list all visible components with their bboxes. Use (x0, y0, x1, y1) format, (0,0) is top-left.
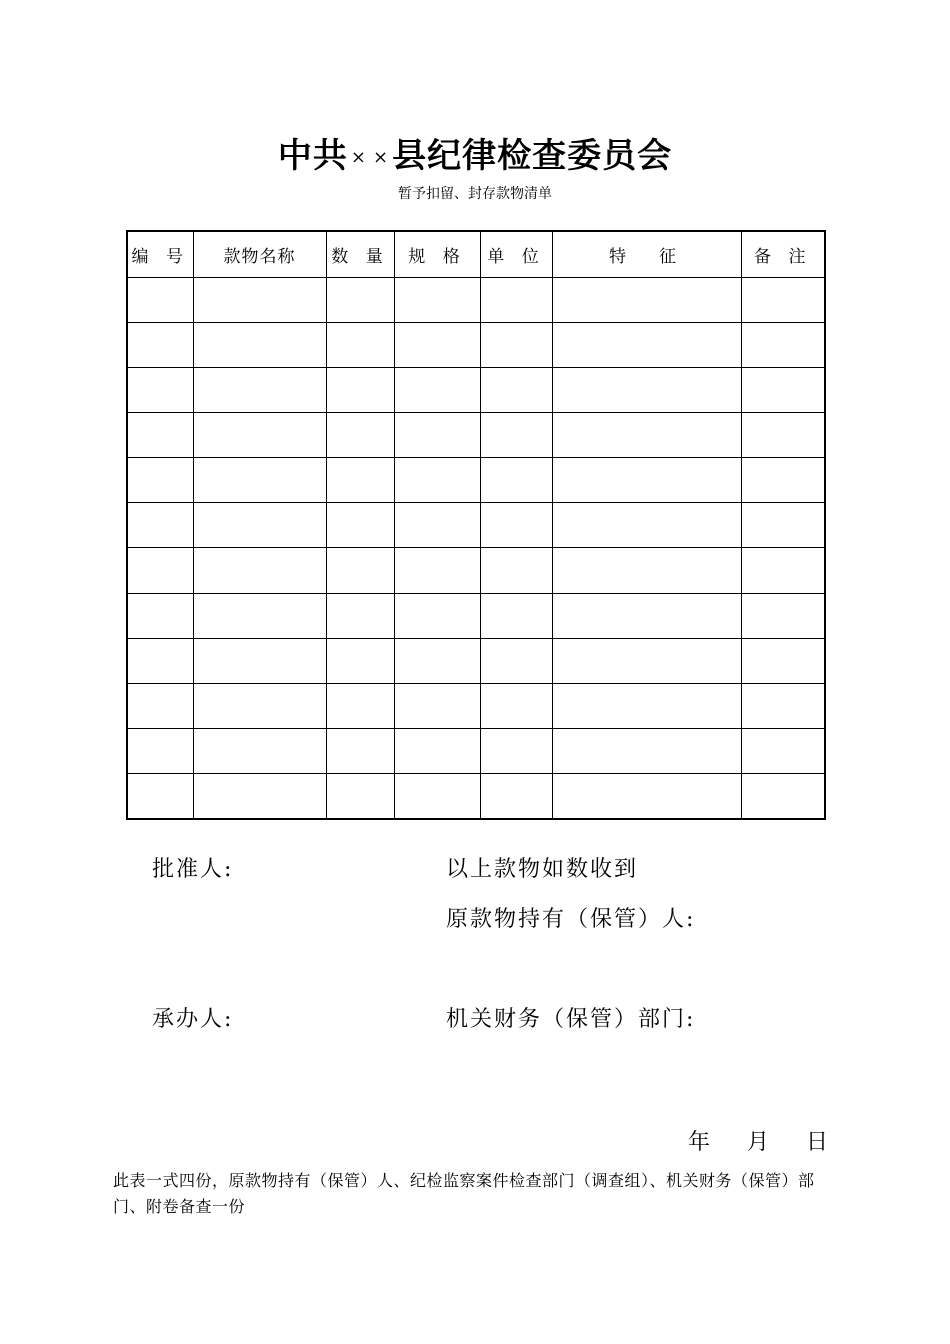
table-cell-number (127, 503, 193, 548)
table-row (127, 277, 825, 322)
table-cell-item-name (193, 367, 326, 412)
original-holder-label: 原款物持有（保管）人: (446, 907, 696, 932)
column-header-number: 编 号 (127, 231, 193, 277)
table-cell-features (552, 548, 741, 593)
table-row (127, 683, 825, 728)
table-cell-quantity (326, 322, 394, 367)
handler-label: 承办人: (152, 1007, 234, 1032)
table-cell-specification (394, 458, 480, 503)
table-cell-quantity (326, 593, 394, 638)
table-cell-item-name (193, 503, 326, 548)
title-part2: 县纪律检查委员会 (392, 136, 673, 176)
table-cell-quantity (326, 277, 394, 322)
table-cell-specification (394, 729, 480, 774)
table-cell-unit (480, 593, 552, 638)
table-header-row (127, 231, 825, 277)
table-cell-specification (394, 774, 480, 819)
table-cell-unit (480, 774, 552, 819)
table-cell-quantity (326, 412, 394, 457)
table-cell-unit (480, 729, 552, 774)
table-cell-remarks (741, 503, 825, 548)
date-year: 年 (688, 1130, 711, 1155)
table-cell-quantity (326, 458, 394, 503)
table-cell-specification (394, 548, 480, 593)
table-cell-unit (480, 458, 552, 503)
table-cell-specification (394, 638, 480, 683)
table-cell-quantity (326, 729, 394, 774)
table-cell-specification (394, 503, 480, 548)
date-line (688, 1128, 828, 1158)
date-month: 月 (747, 1130, 770, 1155)
table-cell-features (552, 458, 741, 503)
table-cell-number (127, 277, 193, 322)
title-placeholder-mark: × (373, 147, 390, 168)
table-cell-item-name (193, 458, 326, 503)
title-part1: 中共 (277, 136, 348, 176)
table-cell-number (127, 458, 193, 503)
table-cell-unit (480, 638, 552, 683)
table-cell-number (127, 593, 193, 638)
table-cell-specification (394, 322, 480, 367)
table-cell-specification (394, 593, 480, 638)
table-cell-quantity (326, 774, 394, 819)
table-cell-features (552, 729, 741, 774)
table-cell-item-name (193, 774, 326, 819)
table-cell-specification (394, 412, 480, 457)
table-cell-number (127, 729, 193, 774)
table-cell-number (127, 548, 193, 593)
table-cell-remarks (741, 774, 825, 819)
table-cell-item-name (193, 593, 326, 638)
column-header-unit: 单 位 (480, 231, 552, 277)
table-cell-features (552, 412, 741, 457)
column-header-item-name: 款物名称 (193, 231, 326, 277)
table-cell-unit (480, 412, 552, 457)
table-row (127, 458, 825, 503)
table-cell-remarks (741, 367, 825, 412)
table-row (127, 503, 825, 548)
table-cell-number (127, 322, 193, 367)
table-cell-number (127, 367, 193, 412)
table-cell-remarks (741, 638, 825, 683)
table-cell-quantity (326, 503, 394, 548)
column-header-features: 特 征 (552, 231, 741, 277)
table-cell-remarks (741, 322, 825, 367)
table-cell-features (552, 367, 741, 412)
table-cell-specification (394, 367, 480, 412)
table-cell-quantity (326, 367, 394, 412)
table-cell-item-name (193, 412, 326, 457)
table-cell-unit (480, 548, 552, 593)
table-cell-remarks (741, 458, 825, 503)
table-cell-unit (480, 683, 552, 728)
table-cell-remarks (741, 548, 825, 593)
document-subtitle: 暂予扣留、封存款物清单 (398, 186, 552, 202)
table-cell-remarks (741, 683, 825, 728)
column-header-specification: 规 格 (394, 231, 480, 277)
table-row (127, 593, 825, 638)
document-title (0, 132, 950, 182)
table-row (127, 729, 825, 774)
title-placeholder-mark: × (350, 147, 367, 168)
table-cell-remarks (741, 593, 825, 638)
table-cell-unit (480, 277, 552, 322)
finance-dept-label: 机关财务（保管）部门: (446, 1007, 696, 1032)
table-row (127, 638, 825, 683)
table-row (127, 774, 825, 819)
table-cell-features (552, 593, 741, 638)
table-cell-quantity (326, 683, 394, 728)
table-cell-features (552, 503, 741, 548)
table-cell-specification (394, 683, 480, 728)
table-cell-item-name (193, 277, 326, 322)
table-cell-unit (480, 503, 552, 548)
approver-label: 批准人: (152, 857, 234, 882)
table-cell-features (552, 322, 741, 367)
column-header-quantity: 数 量 (326, 231, 394, 277)
table-row (127, 367, 825, 412)
column-header-remarks: 备 注 (741, 231, 825, 277)
inventory-table (126, 230, 826, 820)
date-day: 日 (806, 1130, 829, 1155)
table-cell-number (127, 412, 193, 457)
table-row (127, 412, 825, 457)
table-cell-unit (480, 367, 552, 412)
table-cell-number (127, 683, 193, 728)
footer-note: 此表一式四份，原款物持有（保管）人、纪检监察案件检查部门（调查组）、机关财务（保管）部门、附卷备查一份 (113, 1171, 815, 1216)
table-cell-features (552, 277, 741, 322)
table-cell-item-name (193, 548, 326, 593)
table-cell-remarks (741, 729, 825, 774)
table-cell-item-name (193, 729, 326, 774)
table-cell-item-name (193, 638, 326, 683)
table-cell-features (552, 638, 741, 683)
table-cell-specification (394, 277, 480, 322)
table-cell-unit (480, 322, 552, 367)
table-row (127, 548, 825, 593)
table-cell-quantity (326, 638, 394, 683)
table-cell-quantity (326, 548, 394, 593)
table-cell-item-name (193, 683, 326, 728)
table-cell-features (552, 774, 741, 819)
table-cell-number (127, 774, 193, 819)
table-cell-number (127, 638, 193, 683)
table-cell-features (552, 683, 741, 728)
table-cell-remarks (741, 412, 825, 457)
table-cell-item-name (193, 322, 326, 367)
table-row (127, 322, 825, 367)
table-cell-remarks (741, 277, 825, 322)
received-statement: 以上款物如数收到 (446, 857, 639, 882)
